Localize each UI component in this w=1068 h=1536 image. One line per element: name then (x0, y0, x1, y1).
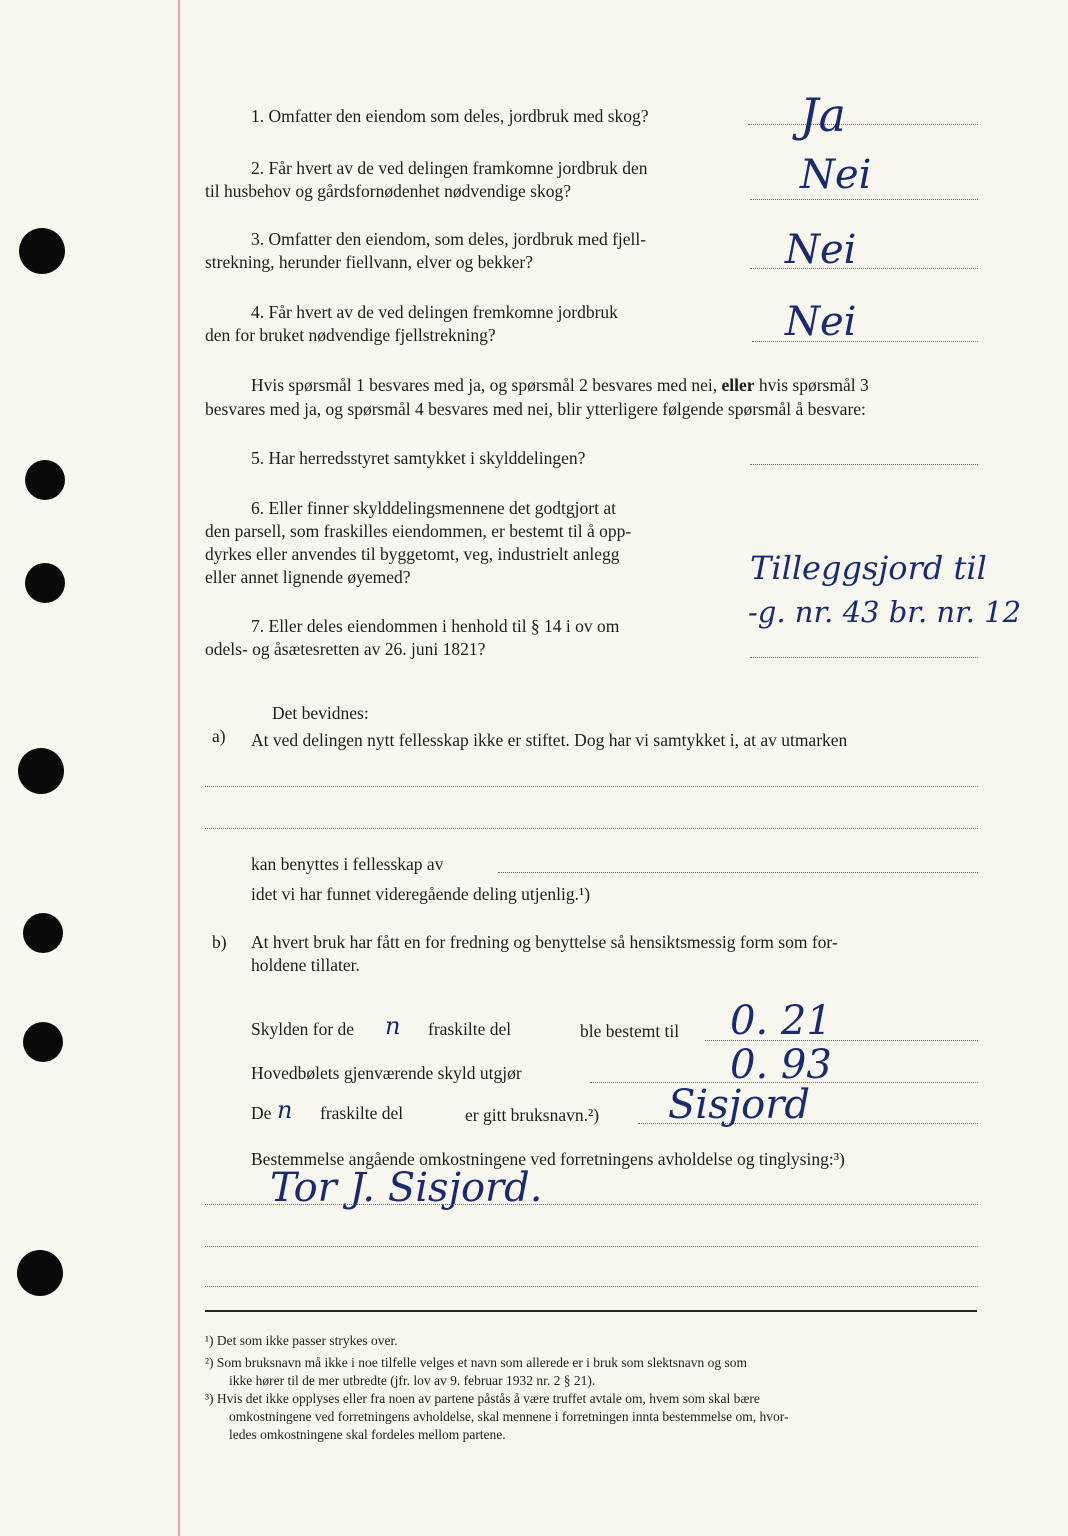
hovedbol-value: 0. 93 (730, 1042, 832, 1088)
answer-3: Nei (785, 227, 857, 273)
question-4-line-1: 4. Får hvert av de ved delingen fremkomne jordbruk (251, 302, 618, 322)
answer-2: Nei (800, 152, 872, 198)
answer-line-7 (750, 657, 978, 658)
footnote-3-line-1: ³) Hvis det ikke opplyses eller fra noen av partene påstås å være truffet avtale om, hvem som skal bære (205, 1391, 760, 1406)
footnote-3-line-2: omkostningene ved forretningens avholdelse, skal mennene i forretningen innta bestemmelse om, hvor- (229, 1409, 789, 1424)
answer-4: Nei (785, 299, 857, 345)
question-6-line-3: dyrkes eller anvendes til byggetomt, veg, industrielt anlegg (205, 544, 620, 564)
bruksnavn-label-c: er gitt bruksnavn.²) (465, 1105, 600, 1125)
conditional-line-1 (251, 374, 869, 396)
skyld-label-c: ble bestemt til (580, 1021, 680, 1041)
footnote-rule (205, 1310, 977, 1312)
question-3-line-2: strekning, herunder fiellvann, elver og bekker? (205, 252, 533, 272)
answer-line-1 (748, 124, 978, 125)
question-2-line-2: til husbehov og gårdsfornødenhet nødvendige skog? (205, 181, 571, 201)
bestemmelse-label: Bestemmelse angående omkostningene ved forretningens avholdelse og tinglysing:³) (251, 1149, 845, 1169)
bevidnes-heading: Det bevidnes: (272, 703, 369, 723)
bevidnes-a-marker: a) (212, 726, 226, 746)
punch-hole (19, 228, 65, 274)
footnote-3-line-3: ledes omkostningene skal fordeles mellom partene. (229, 1427, 506, 1442)
footnote-2-line-1: ²) Som bruksnavn må ikke i noe tilfelle velges et navn som allerede er i bruk som slektsnavn og som (205, 1355, 748, 1370)
idet-text: idet vi har funnet videregående deling utjenlig.¹) (251, 884, 591, 904)
skyld-label-b: fraskilte del (428, 1019, 512, 1039)
bestemmelse-line-3 (205, 1286, 978, 1287)
answer-line-2 (750, 199, 978, 200)
bestemmelse-line-2 (205, 1246, 978, 1247)
question-7-line-1: 7. Eller deles eiendommen i henhold til § 14 i ov om (251, 616, 620, 636)
answer-6-line-1: Tilleggsjord til (750, 549, 987, 587)
skyld-value: 0. 21 (730, 998, 832, 1044)
punch-hole (25, 460, 65, 500)
bevidnes-b-line-2: holdene tillater. (251, 955, 360, 975)
bestemmelse-value: Tor J. Sisjord. (270, 1165, 543, 1211)
bevidnes-b-line-1: At hvert bruk har fått en for fredning og benyttelse så hensiktsmessig form som for- (251, 932, 838, 952)
question-4-line-2: den for bruket nødvendige fjellstrekning? (205, 325, 496, 345)
conditional-line-2: besvares med ja, og spørsmål 4 besvares med nei, blir ytterligere følgende spørsmål å besvare: (205, 399, 866, 419)
question-6-line-1: 6. Eller finner skylddelingsmennene det godtgjort at (251, 498, 616, 518)
bestemmelse-line-1 (205, 1204, 978, 1205)
kan-benyttes-label: kan benyttes i fellesskap av (251, 854, 444, 874)
conditional-text-b: hvis spørsmål 3 (758, 375, 869, 395)
skyld-label-a: Skylden for de (251, 1019, 355, 1039)
footnote-2-line-2: ikke hører til de mer utbredte (jfr. lov av 9. februar 1932 nr. 2 § 21). (229, 1373, 596, 1388)
punch-hole (23, 1022, 63, 1062)
conditional-text-a: Hvis spørsmål 1 besvares med ja, og spørsmål 2 besvares med nei, (251, 375, 718, 395)
punch-hole (23, 913, 63, 953)
question-3-line-1: 3. Omfatter den eiendom, som deles, jordbruk med fjell- (251, 229, 647, 249)
punch-hole (25, 563, 65, 603)
bevidnes-a-text: At ved delingen nytt fellesskap ikke er stiftet. Dog har vi samtykket i, at av utmarken (251, 730, 848, 750)
bruksnavn-label-a: De (251, 1103, 272, 1123)
blank-line-a2 (205, 828, 978, 829)
punch-hole (17, 1250, 63, 1296)
question-6-line-4: eller annet lignende øyemed? (205, 567, 411, 587)
punch-hole (18, 748, 64, 794)
question-6-line-2: den parsell, som fraskilles eiendommen, er bestemt til å opp- (205, 521, 632, 541)
bruksnavn-handwritten-n: n (277, 1096, 293, 1124)
blank-line-a1 (205, 786, 978, 787)
margin-line (178, 0, 180, 1536)
question-1: 1. Omfatter den eiendom som deles, jordbruk med skog? (251, 106, 649, 126)
conditional-bold: eller (721, 375, 755, 395)
answer-1: Ja (800, 88, 846, 142)
answer-line-5 (750, 464, 978, 465)
hovedbol-label: Hovedbølets gjenværende skyld utgjør (251, 1063, 522, 1083)
bruksnavn-label-b: fraskilte del (320, 1103, 404, 1123)
footnote-1: ¹) Det som ikke passer strykes over. (205, 1333, 398, 1348)
bevidnes-b-marker: b) (212, 932, 227, 952)
kan-benyttes-line (498, 872, 978, 873)
question-7-line-2: odels- og åsætesretten av 26. juni 1821? (205, 639, 486, 659)
question-5: 5. Har herredsstyret samtykket i skylddelingen? (251, 448, 586, 468)
bruksnavn-value: Sisjord (668, 1082, 810, 1128)
answer-6-line-2: -g. nr. 43 br. nr. 12 (748, 595, 1022, 629)
question-2-line-1: 2. Får hvert av de ved delingen framkomne jordbruk den (251, 158, 648, 178)
skyld-handwritten-n: n (385, 1012, 401, 1040)
